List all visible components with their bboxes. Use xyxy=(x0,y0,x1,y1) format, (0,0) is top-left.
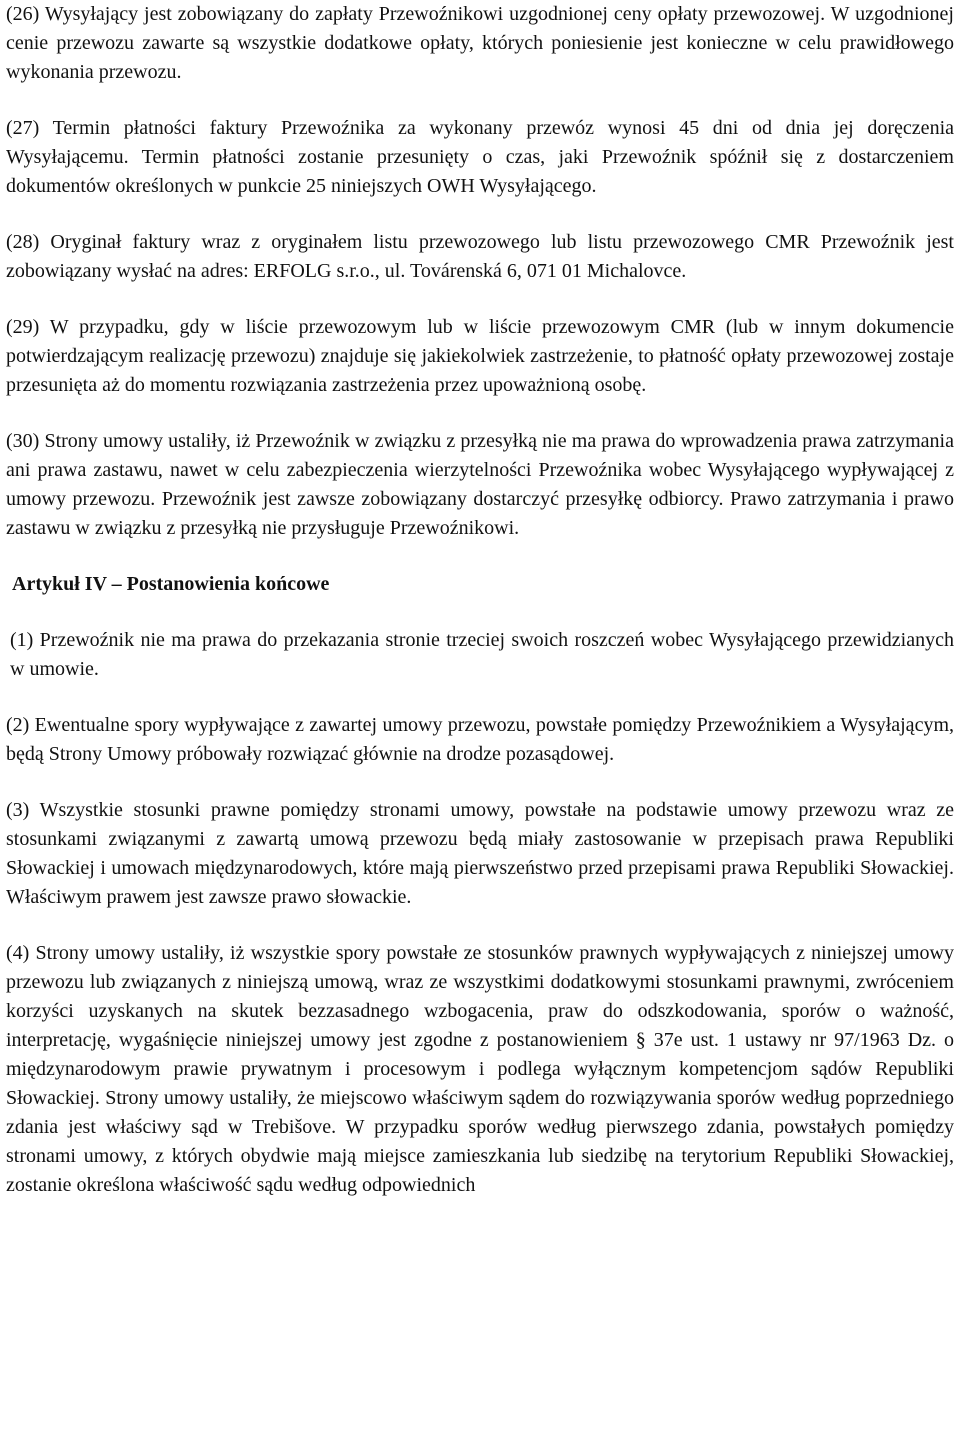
paragraph-26: (26) Wysyłający jest zobowiązany do zapłaty Przewoźnikowi uzgodnionej ceny opłaty przewozowej. W uzgodnionej cenie przewozu zawarte są wszystkie dodatkowe opłaty, których poniesienie jest konieczne w celu prawidłowego wykonania przewozu. xyxy=(6,3,954,83)
final-provision-4: (4) Strony umowy ustaliły, iż wszystkie spory powstałe ze stosunków prawnych wypływających z niniejszej umowy przewozu lub związanych z niniejszą umową, wraz ze wszystkimi dodatkowymi stosunkami prawnymi, zwróceniem korzyści uzyskanych na skutek bezzasadnego wzbogacenia, praw do odszkodowania, sporów o ważność, interpretację, wygaśnięcie niniejszej umowy jest zgodne z postanowieniem § 37e ust. 1 ustawy nr 97/1963 Dz. o międzynarodowym prawie prywatnym i procesowym i podlega wyłącznym kompetencjom sądów Republiki Słowackiej. Strony umowy ustaliły, że miejscowo właściwym sądem do rozwiązywania sporów według poprzedniego zdania jest właściwy sąd w Trebišove. W przypadku sporów według pierwszego zdania, powstałych pomiędzy stronami umowy, z których obydwie mają miejsce zamieszkania lub siedzibę na terytorium Republiki Słowackiej, zostanie określona właściwość sądu według odpowiednich xyxy=(6,942,954,1196)
final-provision-1: (1) Przewoźnik nie ma prawa do przekazania stronie trzeciej swoich roszczeń wobec Wysyłającego przewidzianych w umowie. xyxy=(10,629,954,680)
paragraph-30: (30) Strony umowy ustaliły, iż Przewoźnik w związku z przesyłką nie ma prawa do wprowadzenia prawa zatrzymania ani prawa zastawu, nawet w celu zabezpieczenia wierzytelności Przewoźnika wobec Wysyłającego wypływającej z umowy przewozu. Przewoźnik jest zawsze zobowiązany dostarczyć przesyłkę odbiorcy. Prawo zatrzymania i prawo zastawu w związku z przesyłką nie przysługuje Przewoźnikowi. xyxy=(6,430,954,539)
final-provision-2: (2) Ewentualne spory wypływające z zawartej umowy przewozu, powstałe pomiędzy Przewoźnikiem a Wysyłającym, będą Strony Umowy próbowały rozwiązać głównie na drodze pozasądowej. xyxy=(6,714,954,765)
document-page xyxy=(6,0,954,1200)
final-provision-3: (3) Wszystkie stosunki prawne pomiędzy stronami umowy, powstałe na podstawie umowy przewozu wraz ze stosunkami związanymi z zawartą umową przewozu będą miały zastosowanie w przepisach prawa Republiki Słowackiej i umowach międzynarodowych, które mają pierwszeństwo przed przepisami prawa Republiki Słowackiej. Właściwym prawem jest zawsze prawo słowackie. xyxy=(6,799,954,908)
paragraph-27: (27) Termin płatności faktury Przewoźnika za wykonany przewóz wynosi 45 dni od dnia jej doręczenia Wysyłającemu. Termin płatności zostanie przesunięty o czas, jaki Przewoźnik spóźnił się z dostarczeniem dokumentów określonych w punkcie 25 niniejszych OWH Wysyłającego. xyxy=(6,117,954,197)
paragraph-29: (29) W przypadku, gdy w liście przewozowym lub w liście przewozowym CMR (lub w innym dokumencie potwierdzającym realizację przewozu) znajduje się jakiekolwiek zastrzeżenie, to płatność opłaty przewozowej zostaje przesunięta aż do momentu rozwiązania zastrzeżenia przez upoważnioną osobę. xyxy=(6,316,954,396)
article-heading: Artykuł IV – Postanowienia końcowe xyxy=(12,573,330,595)
paragraph-28: (28) Oryginał faktury wraz z oryginałem listu przewozowego lub listu przewozowego CMR Przewoźnik jest zobowiązany wysłać na adres: ERFOLG s.r.o., ul. Továrenská 6, 071 01 Michalovce. xyxy=(6,231,954,282)
